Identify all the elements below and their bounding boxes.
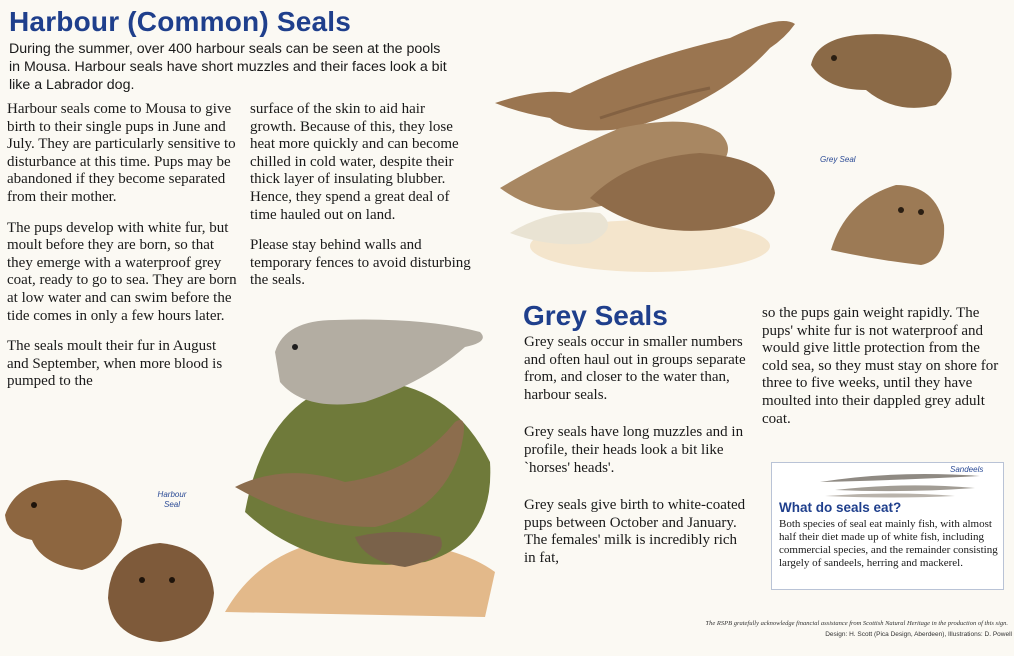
grey-title: Grey Seals: [523, 300, 668, 331]
paragraph: The pups develop with white fur, but moult before they are born, so that they emerge with a waterproof grey coat, ready to go to sea. They are born at low water and can swim before the tide comes in only a few hours later.: [7, 219, 237, 324]
grey-seal-head-illustration: [806, 30, 961, 110]
grey-seal-label: Grey Seal: [820, 155, 856, 164]
credits-acknowledgement: The RSPB gratefully acknowledge financial assistance from Scottish Natural Heritage in the production of this sign.: [705, 620, 1008, 627]
harbour-seals-illustration: [225, 312, 505, 622]
harbour-column-2: [250, 101, 472, 303]
harbour-intro: During the summer, over 400 harbour seals can be seen at the pools in Mousa. Harbour seals have short muzzles and their faces look a bit like a Labrador dog.: [9, 41, 447, 93]
grey-column-2: [762, 305, 1000, 428]
credits-design: Design: H. Scott (Pica Design, Aberdeen), Illustrations: D. Powell: [825, 631, 1012, 638]
harbour-column-1: [7, 101, 239, 404]
paragraph: Grey seals have long muzzles and in profile, their heads look a bit like `horses' heads'.: [524, 424, 744, 476]
paragraph: surface of the skin to aid hair growth. Because of this, they lose heat more quickly and can become chilled in cold water, despite their thick layer of insulating blubber. Hence, they spend a great deal of time hauled out on land.: [250, 101, 459, 223]
paragraph: Grey seals occur in smaller numbers and often haul out in groups separate from, and closer to the water than, harbour seals.: [524, 334, 746, 403]
paragraph: Please stay behind walls and temporary fences to avoid disturbing the seals.: [250, 237, 471, 289]
paragraph: The seals moult their fur in August and September, when more blood is pumped to the: [7, 338, 223, 390]
paragraph: Harbour seals come to Mousa to give birth to their single pups in June and July. They are particularly sensitive to disturbance at this time. Pups may be abandoned if they become separated from their mother.: [7, 101, 236, 205]
what-seals-eat-title: What do seals eat?: [779, 500, 902, 515]
paragraph: so the pups gain weight rapidly. The pups' white fur is not waterproof and would give little protection from the cold sea, so they must stay on shore for three to five weeks, until they have moulted into their dappled grey adult coat.: [762, 305, 999, 427]
grey-seal-head-illustration: [826, 180, 951, 270]
what-seals-eat-text: Both species of seal eat mainly fish, with almost half their diet made up of white fish, including commercial species, and the remainder consisting largely of sandeels, herring and mackerel.: [779, 518, 998, 569]
harbour-seal-label: Harbour Seal: [157, 490, 187, 509]
paragraph: Grey seals give birth to white-coated pups between October and January. The females' milk is incredibly rich in fat,: [524, 497, 746, 566]
grey-seals-illustration: [480, 8, 800, 278]
grey-column-1: [524, 334, 750, 588]
sandeels-label: Sandeels: [950, 465, 984, 474]
harbour-title: Harbour (Common) Seals: [9, 6, 351, 37]
harbour-seal-head-illustration: [100, 538, 218, 646]
